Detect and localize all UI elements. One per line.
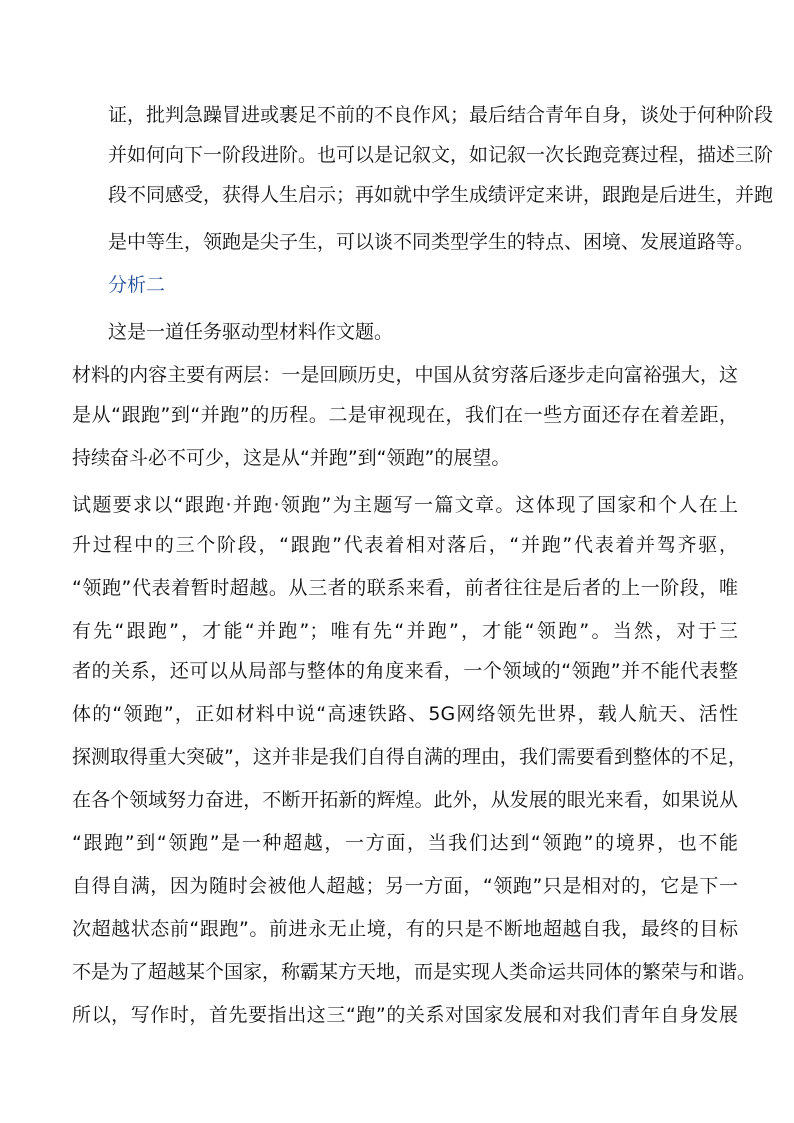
text-line-1: 证，批判急躁冒进或裹足不前的不良作风；最后结合青年自身，谈处于何种阶段 [108, 104, 774, 126]
text-line-11: 升过程中的三个阶段，“跟跑”代表着相对落后，“并跑”代表着并驾齐驱， [72, 534, 738, 556]
text-line-7: 材料的内容主要有两层：一是回顾历史，中国从贫穷落后逐步走向富裕强大，这 [72, 364, 738, 386]
text-line-16: 探测取得重大突破”，这并非是我们自得自满的理由，我们需要看到整体的不足， [72, 746, 747, 768]
text-line-13: 有先“跟跑”，才能“并跑”；唯有先“并跑”，才能“领跑”。当然，对于三 [72, 620, 738, 642]
text-line-21: 不是为了超越某个国家，称霸某方天地，而是实现人类命运共同体的繁荣与和谐。 [72, 961, 757, 983]
section-heading: 分析二 [108, 274, 166, 296]
text-line-14: 者的关系，还可以从局部与整体的角度来看，一个领域的“领跑”并不能代表整 [72, 660, 738, 682]
text-line-4: 是中等生，领跑是尖子生，可以谈不同类型学生的特点、困境、发展道路等。 [108, 231, 755, 253]
text-line-8: 是从“跟跑”到“并跑”的历程。二是审视现在，我们在一些方面还存在着差距， [72, 404, 738, 426]
text-line-10: 试题要求以“跟跑·并跑·领跑”为主题写一篇文章。这体现了国家和个人在上 [72, 494, 738, 516]
text-line-12: “领跑”代表着暂时超越。从三者的联系来看，前者往往是后者的上一阶段，唯 [72, 577, 738, 599]
text-line-15: 体的“领跑”，正如材料中说“高速铁路、5G网络领先世界，载人航天、活性 [72, 703, 738, 725]
text-line-6: 这是一道任务驱动型材料作文题。 [108, 321, 394, 343]
text-line-18: “跟跑”到“领跑”是一种超越，一方面，当我们达到“领跑”的境界，也不能 [72, 832, 738, 854]
text-line-2: 并如何向下一阶段进阶。也可以是记叙文，如记叙一次长跑竞赛过程，描述三阶 [108, 144, 774, 166]
text-line-9: 持续奋斗必不可少，这是从“并跑”到“领跑”的展望。 [72, 447, 511, 469]
text-line-17: 在各个领域努力奋进，不断开拓新的辉煌。此外，从发展的眼光来看，如果说从 [72, 789, 738, 811]
text-line-19: 自得自满，因为随时会被他人超越；另一方面，“领跑”只是相对的，它是下一 [72, 875, 738, 897]
text-line-20: 次超越状态前“跟跑”。前进永无止境，有的只是不断地超越自我，最终的目标 [72, 918, 738, 940]
text-line-22: 所以，写作时，首先要指出这三“跑”的关系对国家发展和对我们青年自身发展 [72, 1004, 738, 1026]
text-line-3: 段不同感受，获得人生启示；再如就中学生成绩评定来讲，跟跑是后进生，并跑 [108, 184, 774, 206]
